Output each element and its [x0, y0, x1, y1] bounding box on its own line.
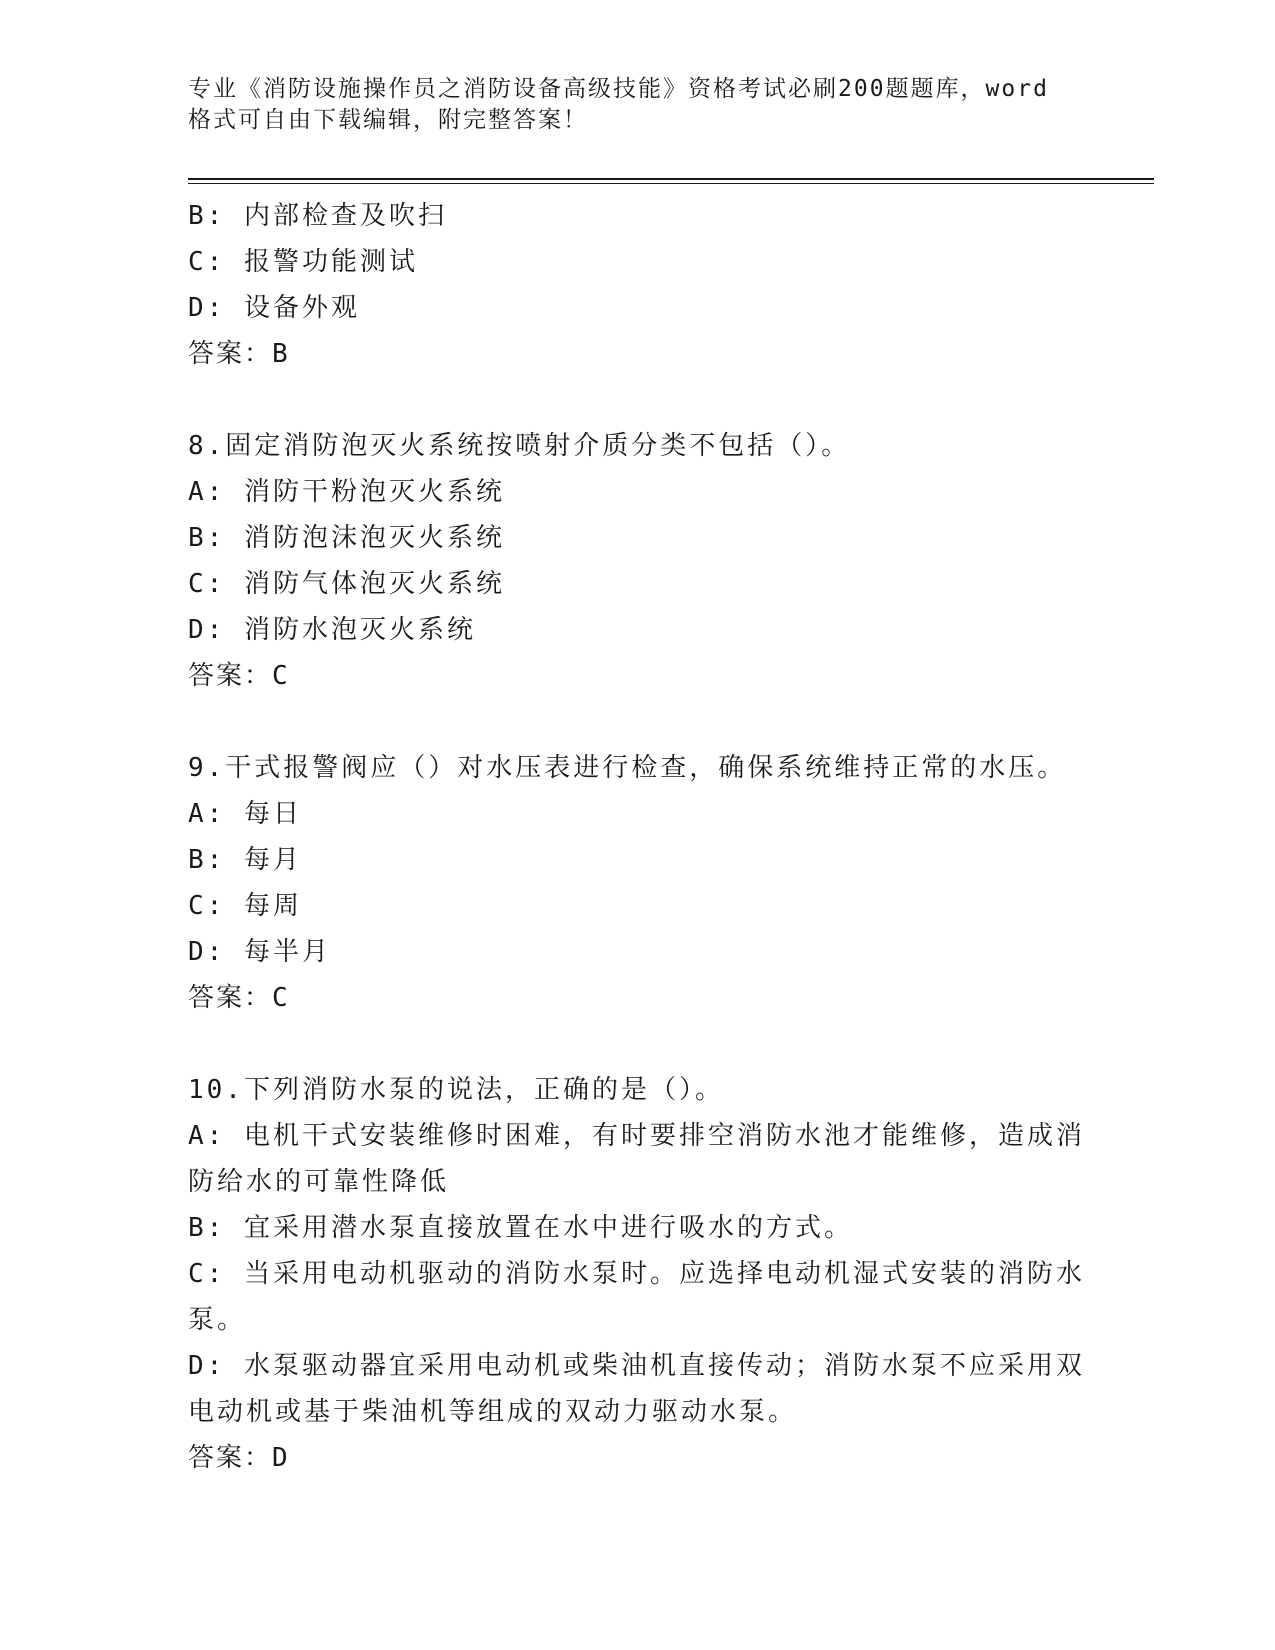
answer-value: C [272, 983, 291, 1013]
spacer [188, 377, 1088, 423]
answer-label: 答案： [188, 1443, 273, 1473]
option-c: C: 每周 [188, 891, 302, 921]
option-a: A: 电机干式安装维修时困难，有时要排空消防水池才能维修，造成消防给水的可靠性降低 [188, 1121, 1085, 1197]
option-d: D: 设备外观 [188, 293, 360, 323]
question-stem: 10.下列消防水泵的说法，正确的是（）。 [188, 1075, 724, 1105]
option-b: B: 宜采用潜水泵直接放置在水中进行吸水的方式。 [188, 1213, 853, 1243]
document-header [188, 74, 1068, 136]
question-10 [188, 1067, 1088, 1481]
option-d: D: 水泵驱动器宜采用电动机或柴油机直接传动；消防水泵不应采用双电动机或基于柴油机等组成的双动力驱动水泵。 [188, 1351, 1085, 1427]
answer-line [188, 331, 1088, 377]
question-stem: 8.固定消防泡灭火系统按喷射介质分类不包括（）。 [188, 431, 851, 461]
header-rule-thick [188, 178, 1154, 180]
answer-value: D [272, 1443, 291, 1473]
option-b: B: 每月 [188, 845, 302, 875]
question-list [188, 193, 1088, 1481]
answer-label: 答案： [188, 339, 273, 369]
question-9 [188, 745, 1088, 1021]
answer-label: 答案： [188, 661, 273, 691]
question-7-continued [188, 193, 1088, 377]
option-c: C: 当采用电动机驱动的消防水泵时。应选择电动机湿式安装的消防水泵。 [188, 1259, 1085, 1335]
option-a: A: 消防干粉泡灭火系统 [188, 477, 505, 507]
header-text: 专业《消防设施操作员之消防设备高级技能》资格考试必刷200题题库，word格式可自由下载编辑，附完整答案！ [188, 76, 1049, 133]
spacer [188, 699, 1088, 745]
answer-value: B [272, 339, 291, 369]
question-stem: 9.干式报警阀应（）对水压表进行检查，确保系统维持正常的水压。 [188, 753, 1067, 783]
option-b: B: 消防泡沫泡灭火系统 [188, 523, 505, 553]
answer-value: C [272, 661, 291, 691]
option-d: D: 每半月 [188, 937, 331, 967]
option-c: C: 报警功能测试 [188, 247, 418, 277]
answer-line [188, 653, 1088, 699]
spacer [188, 1021, 1088, 1067]
answer-label: 答案： [188, 983, 273, 1013]
option-c: C: 消防气体泡灭火系统 [188, 569, 505, 599]
header-rule-thin [188, 183, 1154, 184]
option-b: B: 内部检查及吹扫 [188, 201, 447, 231]
answer-line [188, 1435, 1088, 1481]
answer-line [188, 975, 1088, 1021]
option-a: A: 每日 [188, 799, 302, 829]
question-8 [188, 423, 1088, 699]
option-d: D: 消防水泡灭火系统 [188, 615, 476, 645]
